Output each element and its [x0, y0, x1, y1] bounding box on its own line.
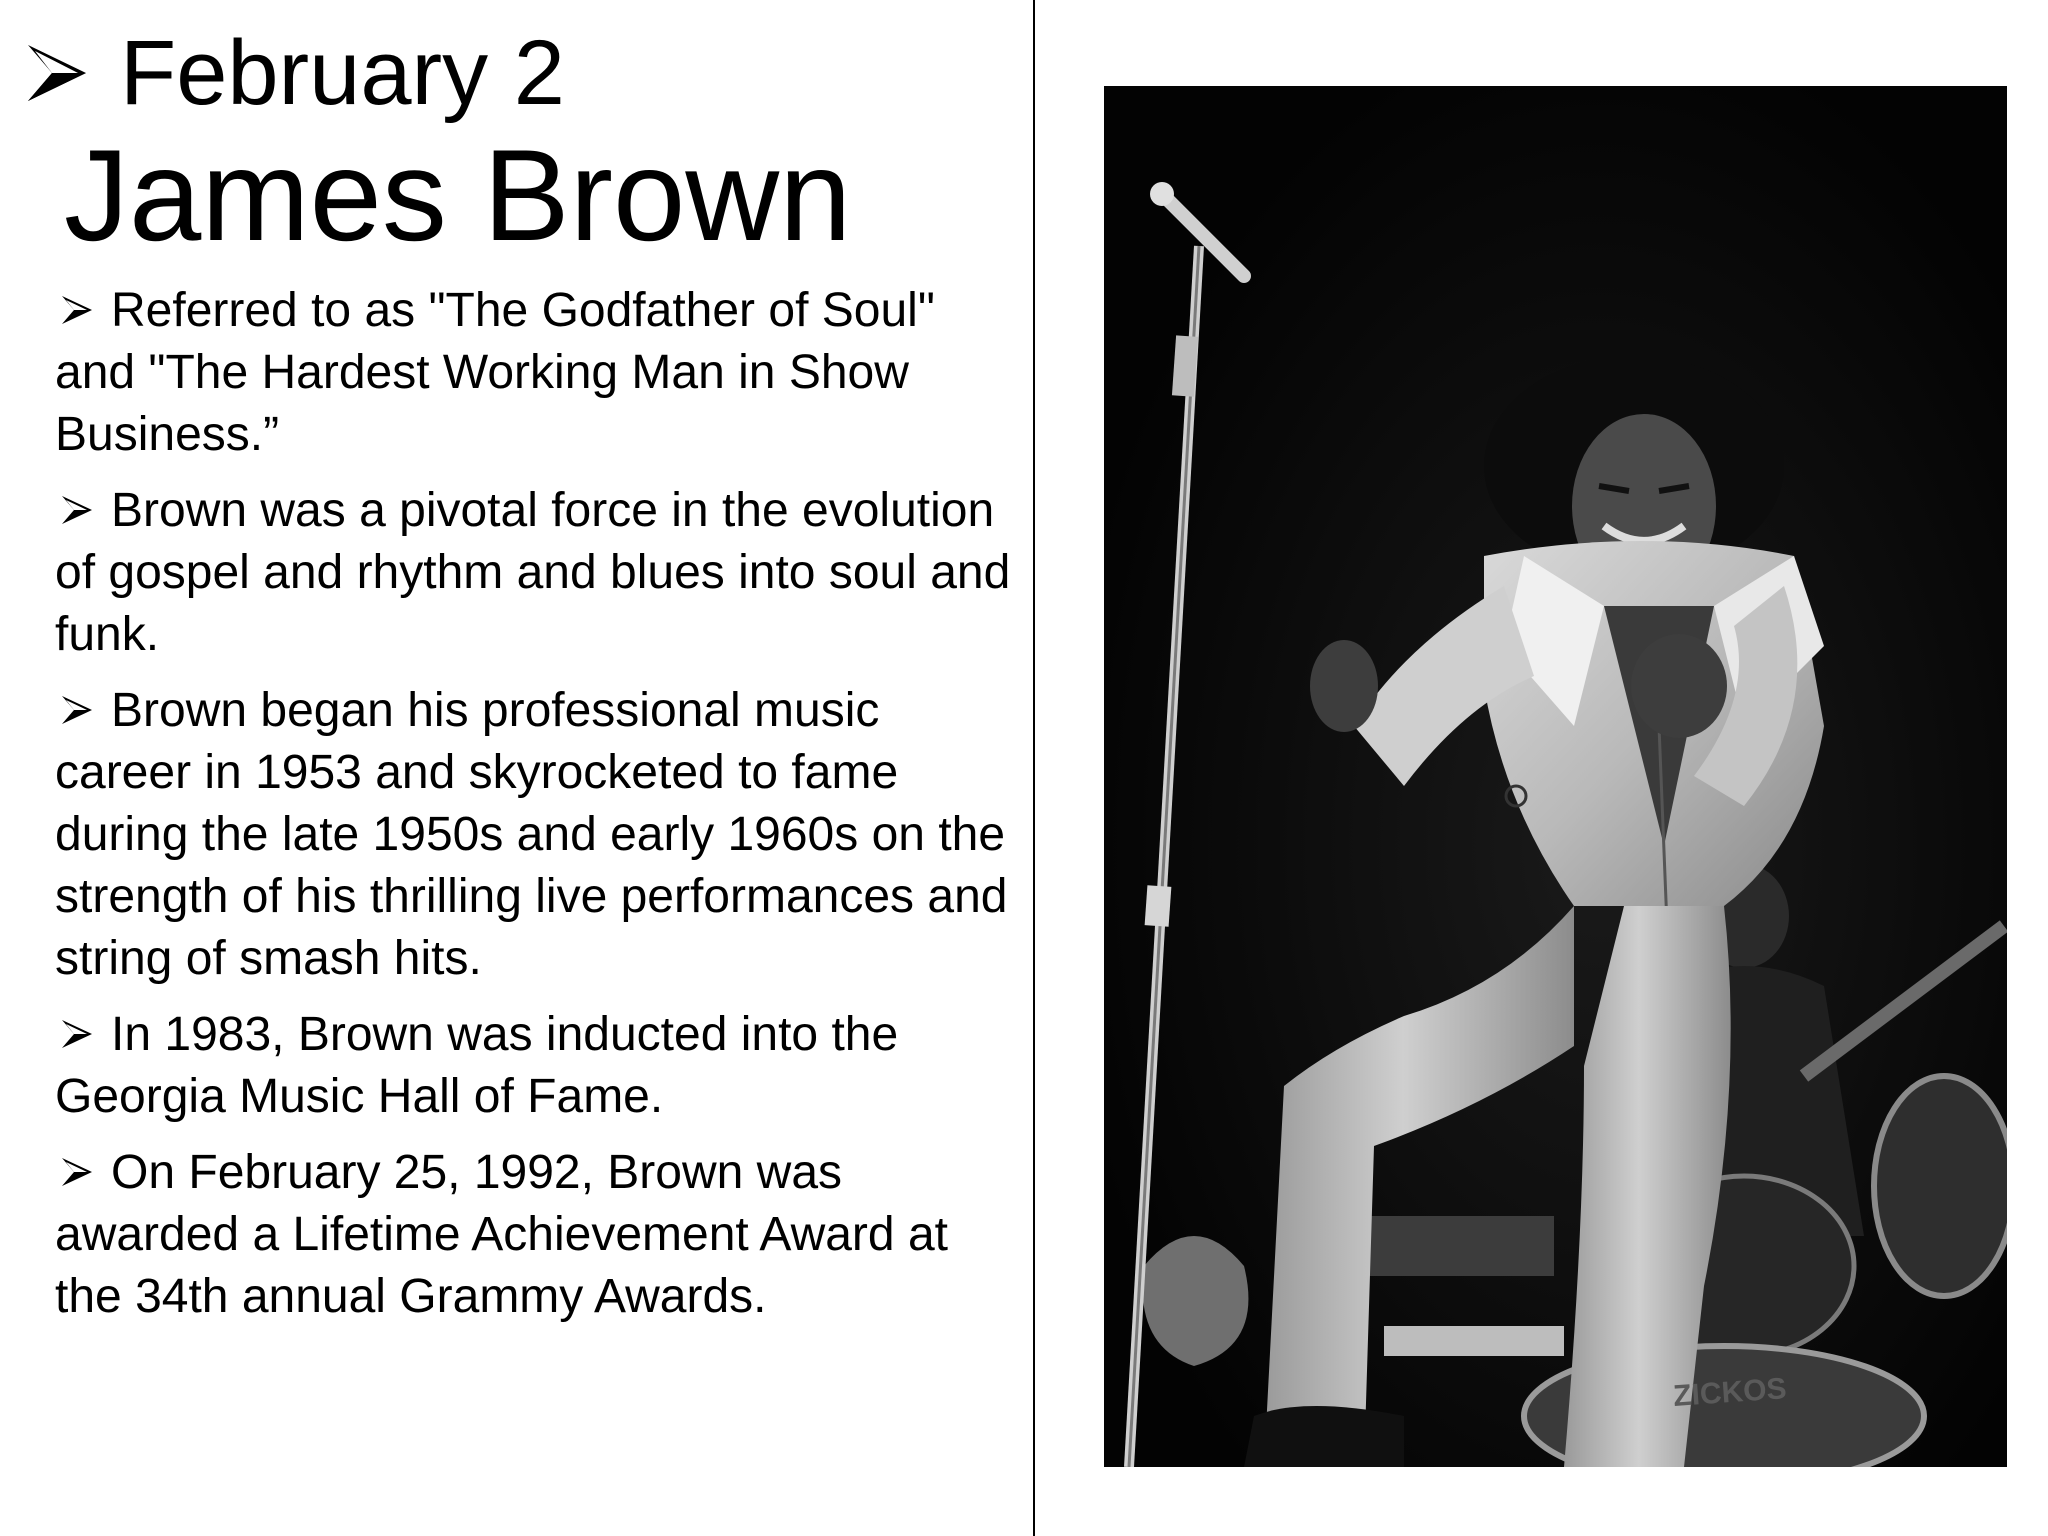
person-name: James Brown	[64, 122, 852, 268]
performer-photo	[1104, 86, 2007, 1467]
date-heading	[26, 18, 565, 128]
fact-text: On February 25, 1992, Brown was awarded a Lifetime Achievement Award at the 34th annual Grammy Awards.	[55, 1146, 948, 1323]
column-divider	[1033, 0, 1035, 1536]
fact-item	[55, 480, 1015, 666]
date-text: February 2	[120, 22, 565, 124]
facts-list	[55, 280, 1015, 1342]
arrow-bullet-icon	[61, 495, 93, 525]
arrow-bullet-icon	[26, 43, 88, 103]
arrow-bullet-icon	[61, 1019, 93, 1049]
fact-text: Brown was a pivotal force in the evolution of gospel and rhythm and blues into soul and funk.	[55, 484, 1011, 661]
photo-watermark: ZICKOS	[1672, 1372, 1788, 1413]
fact-text: In 1983, Brown was inducted into the Georgia Music Hall of Fame.	[55, 1008, 899, 1123]
fact-text: Brown began his professional music career in 1953 and skyrocketed to fame during the late 1950s and early 1960s on the strength of his thrilling live performances and string of smash hits.	[55, 684, 1008, 985]
fact-item	[55, 1004, 1015, 1128]
arrow-bullet-icon	[61, 1157, 93, 1187]
fact-item	[55, 1142, 1015, 1328]
fact-item	[55, 680, 1015, 990]
fact-text: Referred to as "The Godfather of Soul" and "The Hardest Working Man in Show Business.”	[55, 284, 935, 461]
performer-illustration	[1104, 86, 2007, 1467]
fact-item	[55, 280, 1015, 466]
arrow-bullet-icon	[61, 695, 93, 725]
arrow-bullet-icon	[61, 295, 93, 325]
